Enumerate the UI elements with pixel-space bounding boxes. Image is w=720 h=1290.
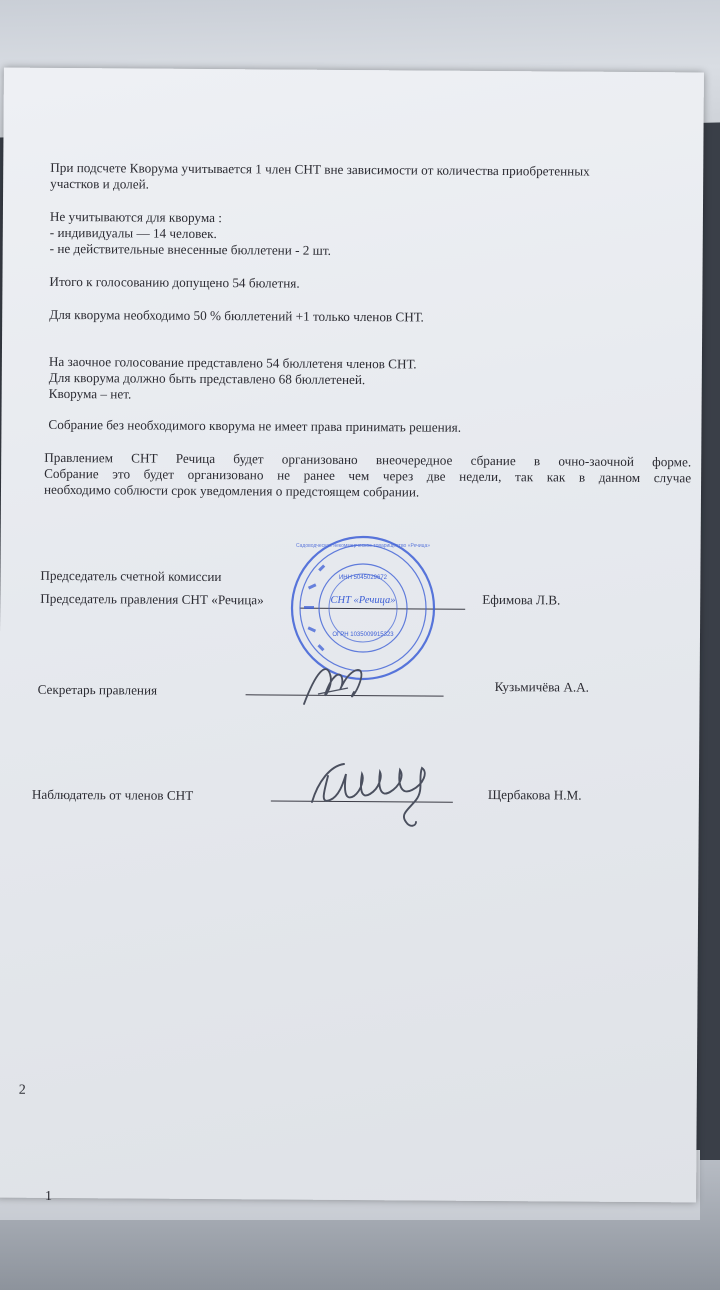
counting-commission-chair-label: Председатель счетной комиссии bbox=[40, 567, 222, 585]
paragraph-required-ballots: Для кворума должно быть представлено 68 бюллетеней. bbox=[48, 369, 366, 388]
paragraph-extraordinary-meeting-line2: Собрание это будет организовано не ранее чем через две недели, так как в данном случае bbox=[44, 465, 692, 486]
secretary-label: Секретарь правления bbox=[37, 681, 158, 698]
observer-label: Наблюдатель от членов СНТ bbox=[31, 786, 194, 803]
paragraph-excluded-invalid: - не действительные внесенные бюллетени - 2 шт. bbox=[49, 240, 331, 258]
page-number: 2 bbox=[18, 1082, 26, 1098]
board-chair-name: Ефимова Л.В. bbox=[482, 591, 561, 608]
secretary-signature bbox=[296, 652, 406, 712]
paragraph-no-quorum: Кворума – нет. bbox=[48, 385, 132, 402]
paragraph-no-decisions: Собрание без необходимого кворума не имеет права принимать решения. bbox=[48, 416, 462, 435]
paragraph-excluded-individuals: - индивидуалы — 14 человек. bbox=[49, 224, 217, 242]
stamp-ogrn: ОГРН 1035009915323 bbox=[332, 632, 394, 638]
paragraph-quorum-rule-line1: При подсчете Кворума учитывается 1 член СНТ вне зависимости от количества приобретенных bbox=[50, 159, 590, 179]
paragraph-extraordinary-meeting-line3: необходимо соблюсти срок уведомления о предстоящем собрании. bbox=[43, 481, 420, 500]
stamp-ring-text: Садоводческое некоммерческое товарищество «Речица» bbox=[295, 543, 431, 549]
paragraph-extraordinary-meeting-line1: Правлением СНТ Речица будет организовано внеочередное сбрание в очно-заочной форме. bbox=[44, 449, 692, 470]
paragraph-quorum-rule-line2: участков и долей. bbox=[50, 175, 150, 192]
paragraph-excluded-heading: Не учитываются для кворума : bbox=[49, 208, 222, 226]
observer-name: Щербакова Н.М. bbox=[487, 786, 582, 803]
next-page-number: 1 bbox=[45, 1189, 52, 1204]
stamp-center-text: СНТ «Речица» bbox=[330, 595, 396, 606]
stamp-inn: ИНН 5045029672 bbox=[338, 575, 388, 581]
secretary-name: Кузьмичёва А.А. bbox=[494, 679, 590, 695]
paragraph-quorum-requirement: Для кворума необходимо 50 % бюллетений +1 только членов СНТ. bbox=[49, 306, 424, 325]
board-chair-label: Председатель правления СНТ «Речица» bbox=[40, 590, 264, 608]
observer-signature bbox=[300, 752, 450, 832]
paragraph-admitted-total: Итого к голосованию допущено 54 бюлетня. bbox=[49, 273, 300, 291]
paragraph-submitted-ballots: На заочное голосование представлено 54 бюллетеня членов СНТ. bbox=[48, 353, 417, 372]
